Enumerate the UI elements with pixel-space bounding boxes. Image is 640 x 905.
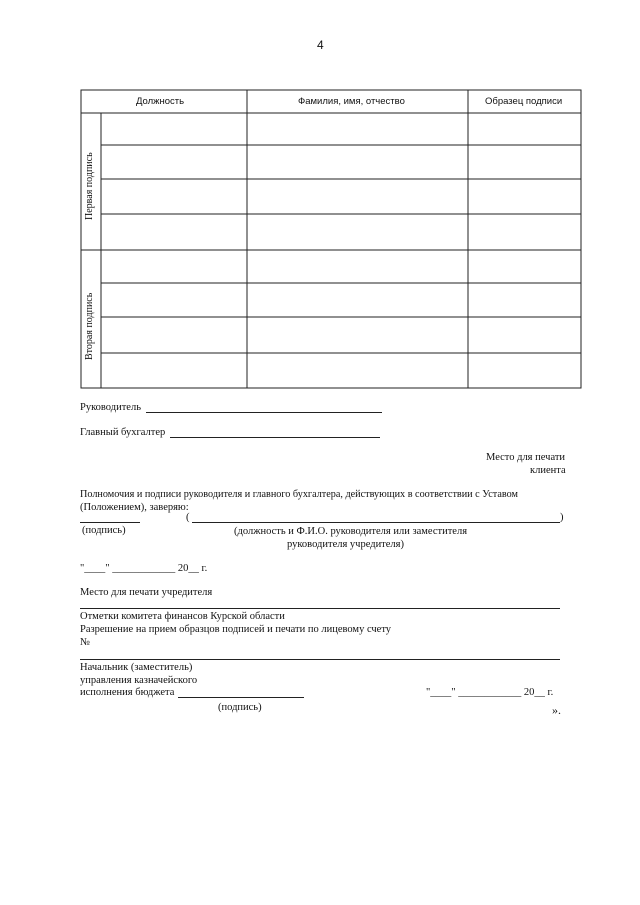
committee-line3: №	[80, 637, 91, 648]
header-signature-sample: Образец подписи	[485, 96, 563, 107]
manager-signature-line	[146, 412, 382, 413]
head-signature-caption: (подпись)	[218, 702, 262, 713]
second-signature-label: Вторая подпись	[84, 292, 95, 360]
committee-line1: Отметки комитета финансов Курской области	[80, 611, 285, 622]
head-line2: управления казначейского	[80, 675, 198, 686]
page-number: 4	[317, 38, 324, 52]
authority-text-line2: (Положением), заверяю:	[80, 502, 189, 513]
signature-caption: (подпись)	[82, 525, 126, 536]
head-line3: исполнения бюджета	[80, 687, 175, 698]
open-paren: (	[186, 512, 190, 523]
close-paren: )	[560, 512, 564, 523]
founder-date-line: "____" ____________ 20__ г.	[80, 563, 208, 574]
header-position: Должность	[136, 96, 185, 107]
authority-text-line1: Полномочия и подписи руководителя и главного бухгалтера, действующих в соответствии с Уставом	[80, 489, 518, 500]
client-stamp-line1: Место для печати	[486, 452, 566, 463]
committee-bottom-line	[80, 659, 560, 660]
manager-label: Руководитель	[80, 402, 141, 413]
closing-quote: ».	[552, 703, 561, 717]
head-date-line: "____" ____________ 20__ г.	[426, 687, 554, 698]
header-full-name: Фамилия, имя, отчество	[298, 96, 405, 107]
chief-accountant-label: Главный бухгалтер	[80, 427, 166, 438]
client-stamp-line2: клиента	[530, 465, 566, 476]
founder-signature-line	[80, 522, 140, 523]
first-signature-label: Первая подпись	[84, 152, 95, 220]
chief-accountant-signature-line	[170, 437, 380, 438]
position-caption-line1: (должность и Ф.И.О. руководителя или заместителя	[234, 526, 468, 537]
head-line1: Начальник (заместитель)	[80, 662, 193, 673]
founder-stamp-line	[80, 608, 560, 609]
founder-position-line	[192, 522, 560, 523]
committee-line2: Разрешение на прием образцов подписей и печати по лицевому счету	[80, 624, 392, 635]
position-caption-line2: руководителя учредителя)	[287, 539, 404, 550]
head-signature-line	[178, 697, 304, 698]
founder-stamp-label: Место для печати учредителя	[80, 587, 213, 598]
